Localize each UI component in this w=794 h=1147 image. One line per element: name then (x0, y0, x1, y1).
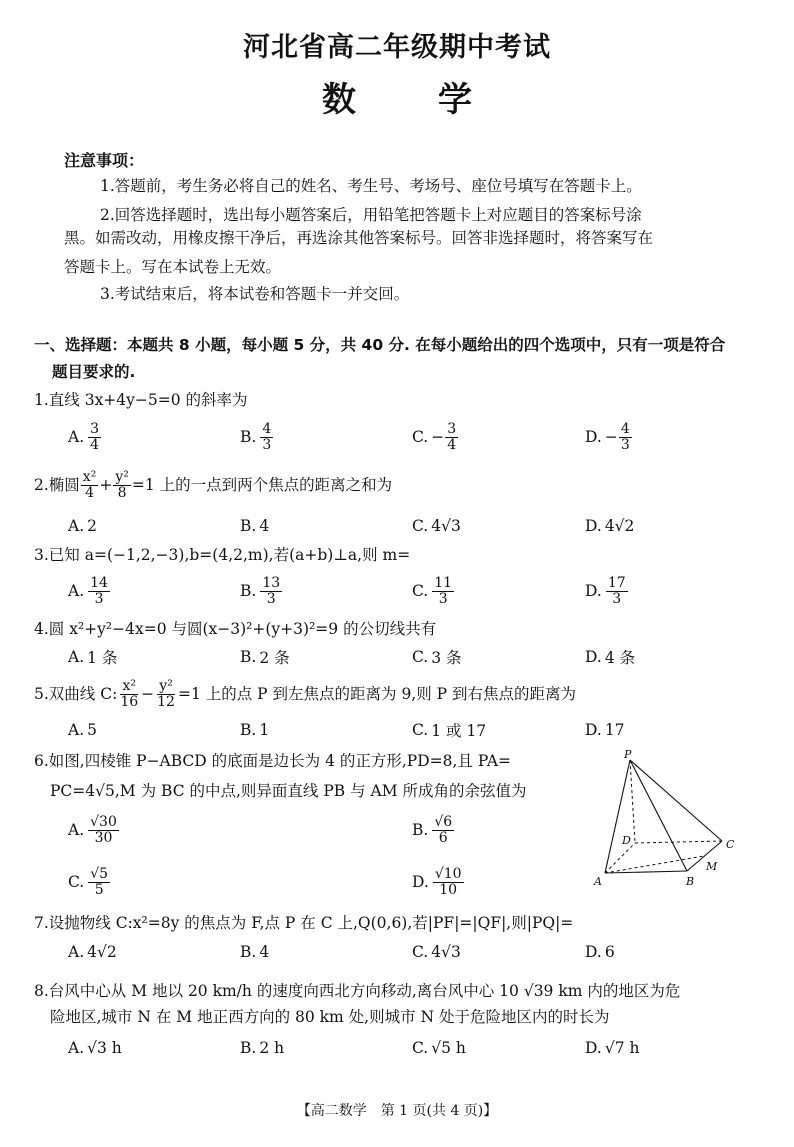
option-label: D. (412, 873, 429, 891)
option-c (412, 573, 455, 609)
option-text: 1 条 (87, 649, 118, 667)
option-text: 4√2 (87, 943, 117, 961)
numerator: 13 (262, 574, 281, 591)
option-label: B. (240, 648, 257, 666)
option-label: A. (68, 517, 85, 535)
option-sign: − (604, 428, 618, 446)
stem-text: 5.双曲线 C: (34, 685, 118, 703)
stem-text: =1 上的一点到两个焦点的距离之和为 (131, 476, 393, 494)
option-d (585, 573, 629, 609)
option-c (412, 639, 462, 675)
fraction (81, 470, 99, 501)
option-b (240, 934, 269, 970)
option-c (412, 934, 461, 970)
option-c (412, 1030, 466, 1066)
question-4-options (68, 639, 758, 675)
numerator: 17 (607, 574, 626, 591)
numerator: x² (122, 677, 136, 694)
denominator: 6 (438, 829, 448, 846)
option-a (68, 419, 102, 455)
denominator: 3 (438, 590, 448, 607)
fraction (113, 470, 131, 501)
option-label: A. (68, 582, 85, 600)
option-b (240, 508, 269, 544)
numerator: y² (115, 468, 129, 485)
option-text: 4√3 (431, 517, 461, 535)
question-8-stem: 8.台风中心从 M 地以 20 km/h 的速度向西北方向移动,离台风中心 10 √39 km 内的地区为危 (34, 982, 681, 1000)
edge-pb (630, 760, 687, 871)
question-3-options (68, 573, 758, 609)
denominator: 5 (94, 881, 104, 898)
option-label: B. (240, 721, 257, 739)
question-6-options-row2 (68, 864, 588, 900)
fraction (619, 422, 632, 453)
option-a (68, 508, 97, 544)
notice-heading: 注意事项： (64, 151, 145, 170)
option-b (240, 639, 290, 675)
option-text: 1 或 17 (431, 722, 487, 740)
option-label: D. (585, 1039, 602, 1057)
notice-item-2: 2.回答选择题时，选出每小题答案后，用铅笔把答题卡上对应题目的答案标号涂 (100, 206, 642, 224)
option-label: A. (68, 721, 85, 739)
option-c (68, 864, 111, 900)
numerator: 3 (447, 420, 457, 437)
stem-text: 2.椭圆 (34, 476, 80, 494)
fraction (88, 867, 110, 898)
option-a (68, 934, 117, 970)
option-d (585, 1030, 639, 1066)
exam-subject: 数学 (322, 80, 554, 120)
option-label: B. (240, 1039, 257, 1057)
option-label: A. (68, 1039, 85, 1057)
question-8-options (68, 1030, 758, 1066)
option-label: B. (240, 943, 257, 961)
question-8-stem-cont: 险地区,城市 N 在 M 地正西方向的 80 km 处,则城市 N 处于危险地区内的时长为 (50, 1008, 610, 1026)
label-p: P (624, 748, 632, 761)
question-1-stem: 1.直线 3x+4y−5=0 的斜率为 (34, 391, 248, 409)
denominator: 16 (120, 693, 139, 710)
option-a (68, 712, 97, 748)
fraction (433, 867, 464, 898)
option-d (585, 508, 634, 544)
fraction (432, 576, 454, 607)
denominator: 4 (85, 484, 95, 501)
option-label: B. (412, 821, 429, 839)
option-label: A. (68, 428, 85, 446)
fraction (260, 422, 273, 453)
stem-operator: − (141, 685, 155, 703)
denominator: 30 (94, 829, 113, 846)
question-6-stem-cont: PC=4√5,M 为 BC 的中点,则异面直线 PB 与 AM 所成角的余弦值为 (50, 782, 527, 800)
numerator: √6 (434, 813, 453, 830)
question-1-options (68, 419, 758, 455)
pyramid-figure (590, 748, 750, 893)
page-footer: 【高二数学 第 1 页(共 4 页)】 (296, 1103, 498, 1119)
stem-operator: + (99, 476, 113, 494)
option-text: 6 (604, 943, 615, 961)
option-b (240, 712, 269, 748)
edge-pd (630, 760, 635, 843)
denominator: 3 (612, 590, 622, 607)
option-text: 2 条 (259, 649, 290, 667)
option-d (585, 419, 633, 455)
section-heading: 一、选择题：本题共 8 小题，每小题 5 分，共 40 分. 在每小题给出的四个选项中，只有一项是符合 (34, 336, 726, 354)
option-label: C. (412, 517, 429, 535)
denominator: 3 (262, 436, 272, 453)
fraction (88, 576, 110, 607)
option-d (585, 712, 625, 748)
notice-item-2-cont: 黑。如需改动，用橡皮擦干净后，再选涂其他答案标号。回答非选择题时，将答案写在 (64, 229, 654, 247)
question-7-options (68, 934, 758, 970)
numerator: 4 (262, 420, 272, 437)
option-text: 2 (87, 517, 97, 535)
option-text: 4√2 (604, 517, 635, 535)
notice-item-3: 3.考试结束后，将本试卷和答题卡一并交回。 (100, 285, 410, 303)
option-d (412, 864, 465, 900)
option-label: A. (68, 943, 85, 961)
option-label: A. (68, 648, 85, 666)
denominator: 4 (90, 436, 100, 453)
numerator: 4 (620, 420, 630, 437)
question-7-stem: 7.设抛物线 C:x²=8y 的焦点为 F,点 P 在 C 上,Q(0,6),若|PF|=|QF|,则|PQ|= (34, 914, 574, 932)
fraction (260, 576, 282, 607)
option-b (240, 419, 274, 455)
notice-item-1: 1.答题前，考生务必将自己的姓名、考生号、考场号、座位号填写在答题卡上。 (100, 177, 642, 195)
option-label: B. (240, 582, 257, 600)
option-label: A. (68, 821, 85, 839)
option-c (412, 419, 459, 455)
option-label: C. (412, 428, 429, 446)
option-label: C. (68, 873, 85, 891)
numerator: y² (159, 677, 173, 694)
option-label: D. (585, 517, 602, 535)
denominator: 4 (447, 436, 457, 453)
label-b: B (686, 875, 695, 888)
question-4-stem: 4.圆 x²+y²−4x=0 与圆(x−3)²+(y+3)²=9 的公切线共有 (34, 620, 437, 638)
option-a (68, 639, 117, 675)
fraction (88, 815, 119, 846)
label-c: C (726, 838, 735, 851)
fraction (88, 422, 101, 453)
option-label: B. (240, 517, 257, 535)
option-label: C. (412, 1039, 429, 1057)
fraction (155, 679, 177, 710)
option-text: 4 (259, 943, 270, 961)
option-label: D. (585, 582, 602, 600)
option-label: D. (585, 721, 602, 739)
question-3-stem: 3.已知 a=(−1,2,−3),b=(4,2,m),若(a+b)⊥a,则 m= (34, 546, 411, 564)
question-5-options (68, 712, 758, 748)
question-2-stem (34, 467, 754, 503)
option-text: √7 h (604, 1039, 640, 1057)
option-label: C. (412, 943, 429, 961)
numerator: √30 (90, 813, 117, 830)
numerator: 3 (90, 420, 100, 437)
denominator: 8 (117, 484, 127, 501)
option-c (412, 508, 461, 544)
option-c (412, 712, 486, 748)
option-text: 3 条 (431, 649, 462, 667)
question-6-stem: 6.如图,四棱锥 P−ABCD 的底面是边长为 4 的正方形,PD=8,且 PA= (34, 752, 512, 770)
option-b (240, 1030, 284, 1066)
option-a (68, 573, 111, 609)
option-d (585, 639, 635, 675)
fraction (606, 576, 628, 607)
option-label: D. (585, 943, 602, 961)
denominator: 3 (266, 590, 276, 607)
exam-title: 河北省高二年级期中考试 (243, 32, 551, 63)
option-label: D. (585, 428, 602, 446)
option-b (412, 812, 455, 848)
option-d (585, 934, 615, 970)
fraction (432, 815, 454, 846)
numerator: √5 (90, 865, 109, 882)
stem-text: =1 上的点 P 到左焦点的距离为 9,则 P 到右焦点的距离为 (177, 685, 577, 703)
option-b (240, 573, 283, 609)
numerator: √10 (434, 865, 462, 882)
notice-item-2-cont2: 答题卡上。写在本试卷上无效。 (64, 258, 282, 276)
label-d: D (622, 834, 631, 847)
fraction (118, 679, 140, 710)
option-sign: − (431, 428, 445, 446)
numerator: 14 (90, 574, 108, 591)
option-text: 1 (259, 721, 270, 739)
section-heading-cont: 题目要求的. (52, 363, 136, 381)
denominator: 3 (620, 436, 630, 453)
numerator: x² (82, 468, 97, 485)
numerator: 11 (434, 574, 453, 591)
question-2-options (68, 508, 758, 544)
edge-dc (635, 841, 722, 843)
question-5-stem (34, 676, 754, 712)
option-text: 4 条 (604, 649, 636, 667)
option-text: 5 (87, 721, 97, 739)
option-text: √5 h (431, 1039, 466, 1057)
fraction (445, 422, 458, 453)
edge-pa (605, 760, 630, 873)
option-text: 4√3 (431, 943, 461, 961)
option-a (68, 812, 120, 848)
question-6-options-row1 (68, 812, 588, 848)
denominator: 3 (94, 590, 104, 607)
option-a (68, 1030, 122, 1066)
option-text: √3 h (87, 1039, 122, 1057)
option-label: C. (412, 648, 429, 666)
option-label: B. (240, 428, 257, 446)
denominator: 10 (439, 881, 458, 898)
option-text: 17 (604, 721, 625, 739)
option-text: 2 h (259, 1039, 285, 1057)
option-label: C. (412, 721, 429, 739)
label-m: M (706, 860, 718, 873)
option-text: 4 (259, 517, 270, 535)
edge-pc (630, 760, 722, 841)
option-label: C. (412, 582, 429, 600)
option-label: D. (585, 648, 602, 666)
label-a: A (594, 875, 602, 888)
denominator: 12 (157, 693, 175, 710)
